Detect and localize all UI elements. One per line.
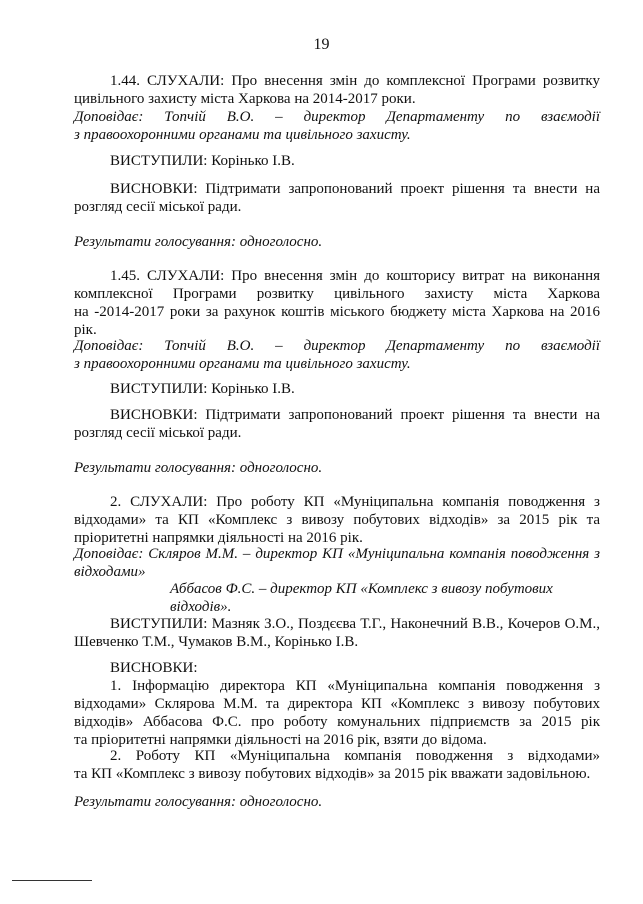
text-line: 2. Роботу КП «Муніципальна компанія поводження з відходами» <box>110 748 600 764</box>
text-line: пріоритетні напрямки діяльності на 2016 рік. <box>74 530 363 546</box>
item-1-45-conclusions <box>74 406 600 442</box>
text-line: цивільного захисту міста Харкова на 2014-2017 роки. <box>74 91 416 107</box>
text-line: Шевченко Т.М., Чумаков В.М., Корінько І.В. <box>74 634 359 650</box>
text-line: 1.45. СЛУХАЛИ: Про внесення змін до кошторису витрат на виконання <box>110 268 600 284</box>
text-line: відходами» та КП «Комплекс з вивозу побутових відходів» за 2015 рік та <box>74 512 600 528</box>
text-line: розгляд сесії міської ради. <box>74 199 242 215</box>
text-line: розгляд сесії міської ради. <box>74 425 242 441</box>
text-line: Доповідає: Скляров М.М. – директор КП «Муніципальна компанія поводження з <box>74 546 600 562</box>
text-line: та КП «Комплекс з вивозу побутових відходів» за 2015 рік вважати задовільною. <box>74 766 591 782</box>
item-1-44-reporter <box>74 108 600 144</box>
item-1-45-vote: Результати голосування: одноголосно. <box>74 460 323 476</box>
item-1-45-spoke: ВИСТУПИЛИ: Корінько І.В. <box>110 381 295 397</box>
text-line: відходів» Аббасова Ф.С. про роботу комунальних підприємств за 2015 рік <box>74 714 600 730</box>
item-2-conclusion-1 <box>74 677 600 749</box>
text-line: 1. Інформацію директора КП «Муніципальна компанія поводження з <box>110 678 600 694</box>
item-1-44-spoke: ВИСТУПИЛИ: Корінько І.В. <box>110 153 295 169</box>
item-1-45-reporter <box>74 337 600 373</box>
text-line: з правоохоронними органами та цивільного захисту. <box>74 127 411 143</box>
item-2-reporter <box>74 545 600 581</box>
text-line: на -2014-2017 роки за рахунок коштів міського бюджету міста Харкова на 2016 <box>74 304 600 320</box>
text-line: комплексної Програми розвитку цивільного захисту міста Харкова <box>74 286 600 302</box>
text-line: Доповідає: Топчій В.О. – директор Департаменту по взаємодії <box>74 109 600 125</box>
text-line: відходами» Склярова М.М. та директора КП «Комплекс з вивозу побутових <box>74 696 600 712</box>
item-2-heard <box>74 493 600 547</box>
text-line: ВИСНОВКИ: Підтримати запропонований проект рішення та внести на <box>110 407 600 423</box>
text-line: та пріоритетні напрямки діяльності на 2016 рік, взяти до відома. <box>74 732 487 748</box>
item-2-reporter-second: Аббасов Ф.С. – директор КП «Комплекс з вивозу побутових відходів». <box>170 581 553 615</box>
footer-rule <box>12 880 92 881</box>
text-line: відходами» <box>74 564 146 580</box>
item-1-45-heard <box>74 267 600 339</box>
item-2-conclusions-title: ВИСНОВКИ: <box>110 660 198 676</box>
item-2-conclusion-2 <box>74 747 600 783</box>
page-number: 19 <box>313 36 330 53</box>
text-line: Доповідає: Топчій В.О. – директор Департаменту по взаємодії <box>74 338 600 354</box>
text-line: 1.44. СЛУХАЛИ: Про внесення змін до комплексної Програми розвитку <box>110 73 600 89</box>
item-1-44-heard <box>74 72 600 108</box>
item-1-44-vote: Результати голосування: одноголосно. <box>74 234 323 250</box>
item-2-spoke <box>74 615 600 651</box>
text-line: ВИСТУПИЛИ: Мазняк З.О., Поздєєва Т.Г., Наконечний В.В., Кочеров О.М., <box>110 616 600 632</box>
text-line: рік. <box>74 322 97 338</box>
text-line: 2. СЛУХАЛИ: Про роботу КП «Муніципальна компанія поводження з <box>110 494 600 510</box>
text-line: ВИСНОВКИ: Підтримати запропонований проект рішення та внести на <box>110 181 600 197</box>
item-1-44-conclusions <box>74 180 600 216</box>
item-2-vote: Результати голосування: одноголосно. <box>74 794 323 810</box>
text-line: з правоохоронними органами та цивільного захисту. <box>74 356 411 372</box>
